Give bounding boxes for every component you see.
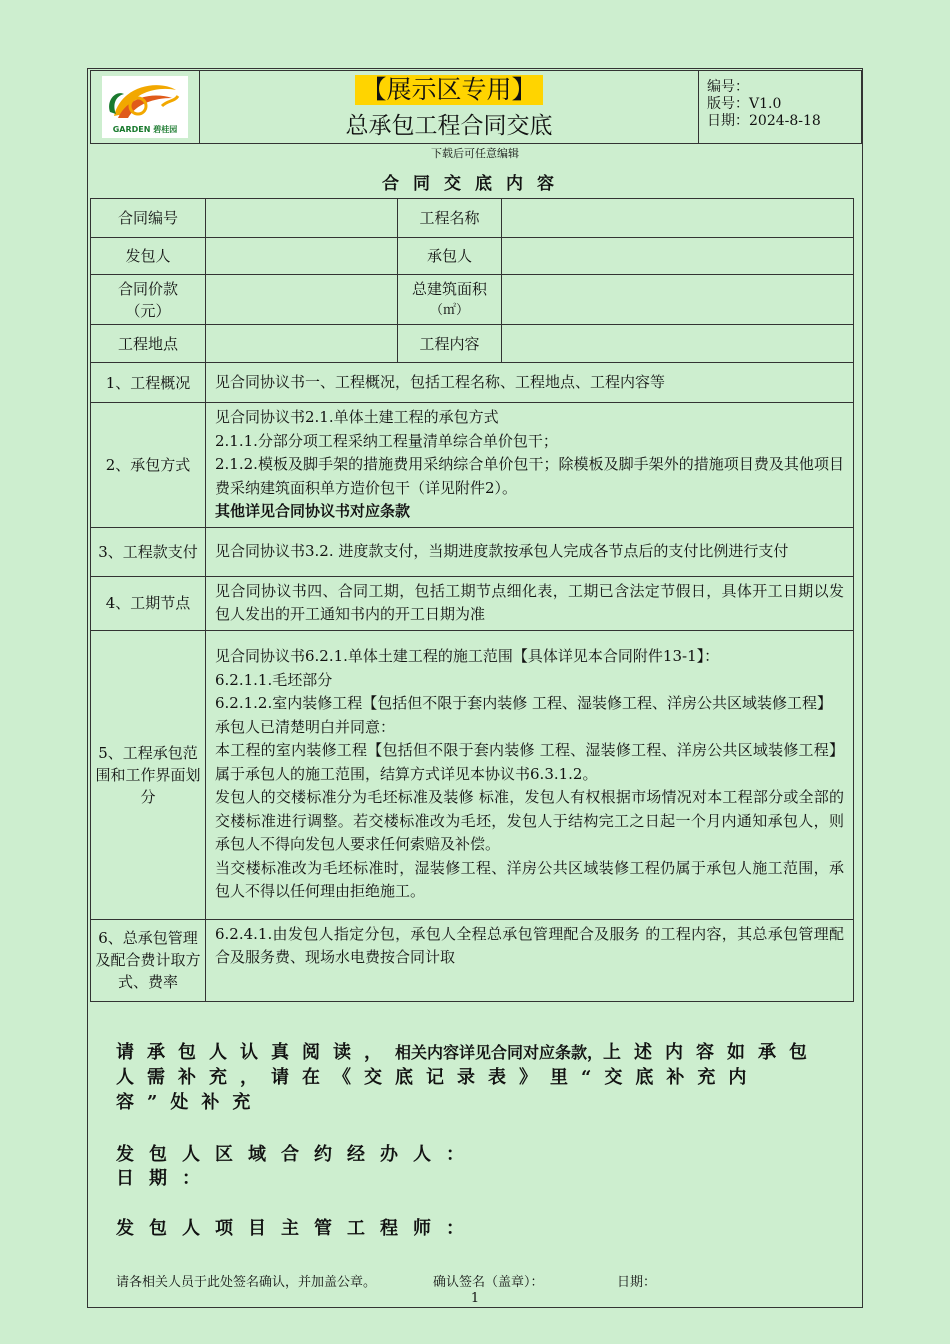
contractor-label: 承包人 (398, 238, 502, 275)
location-label: 工程地点 (91, 325, 206, 363)
contract-no-label: 合同编号 (91, 199, 206, 238)
row-2-line: 见合同协议书2.1.单体土建工程的承包方式 (215, 408, 499, 426)
meta-cell (699, 71, 861, 143)
row-2-content (206, 403, 854, 528)
project-name-label: 工程名称 (398, 199, 502, 238)
contract-price-field[interactable] (206, 275, 398, 325)
row-2-label: 2、承包方式 (91, 403, 206, 528)
title-cell (200, 71, 699, 143)
document-header (90, 70, 862, 144)
footer-note: 请各相关人员于此处签名确认，并加盖公章。 (116, 1275, 377, 1290)
company-logo (102, 76, 188, 138)
table-row (91, 199, 854, 238)
row-3-text: 见合同协议书3.2. 进度款支付，当期进度款按承包人完成各节点后的支付比例进行支付 (206, 527, 854, 576)
logo-cell (91, 71, 200, 143)
version-label: 版号：V1.0 (707, 96, 782, 112)
showcase-badge: 【展示区专用】 (355, 75, 542, 105)
total-area-field[interactable] (502, 275, 854, 325)
table-row (91, 576, 854, 630)
contract-no-field[interactable] (206, 199, 398, 238)
row-5-content (206, 630, 854, 919)
contract-table (90, 198, 854, 1002)
row-5-line: 发包人的交楼标准分为毛坯标准及装修 标准，发包人有权根据市场情况对本工程部分或全部的交楼标准进行调整。若交楼标准改为毛坯，发包人于结构完工之日起一个月内通知承包人，则承包人不得向发包人要求任何索赔及补偿。 (215, 788, 844, 854)
employer-field[interactable] (206, 238, 398, 275)
section-title: 合同交底内容 (382, 174, 568, 194)
code-label: 编号： (707, 79, 749, 95)
row-5-line: 见合同协议书6.2.1.单体土建工程的施工范围【具体详见本合同附件13-1】： (215, 647, 720, 666)
table-row (91, 238, 854, 275)
content-field[interactable] (502, 325, 854, 363)
contract-price-label (91, 275, 206, 325)
row-2-line: 其他详见合同协议书对应条款 (215, 502, 411, 520)
location-field[interactable] (206, 325, 398, 363)
area-label-1: 总建筑面积 (411, 279, 487, 298)
agent-sign-label: 发包人区域合约经办人： (116, 1144, 479, 1165)
notice-part-2: 相关内容详见合同对应条款， (395, 1043, 604, 1062)
table-row (91, 403, 854, 528)
table-row (91, 363, 854, 403)
row-2-line: 2.1.1.分部分项工程采纳工程量清单综合单价包干； (215, 431, 558, 450)
notice-text (116, 1040, 826, 1115)
row-1-label: 1、工程概况 (91, 363, 206, 403)
area-label-2: （㎡） (429, 302, 469, 318)
notice-part-1: 请承包人认真阅读， (116, 1042, 395, 1063)
row-5-label: 5、工程承包范围和工作界面划分 (91, 630, 206, 919)
notice-part-3: 上述内容如承包人需补充，请在《交底记录表》里“交底补充内容”处补充 (116, 1042, 821, 1113)
footer-date-label: 日期： (617, 1275, 657, 1290)
row-4-text: 见合同协议书四、合同工期，包括工期节点细化表，工期已含法定节假日，具体开工日期以发包人发出的开工通知书内的开工日期为准 (206, 576, 854, 630)
logo-text: GARDEN 碧桂园 (112, 125, 178, 134)
document-title: 总承包工程合同交底 (345, 112, 553, 139)
engineer-sign-label: 发包人项目主管工程师： (116, 1218, 479, 1239)
row-5-line: 6.2.1.1.毛坯部分 (215, 670, 333, 689)
row-2-line: 2.1.2.模板及脚手架的措施费用采纳综合单价包干；除模板及脚手架外的措施项目费及其他项目费采纳建筑面积单方造价包干（详见附件2）。 (215, 455, 844, 497)
table-row (91, 630, 854, 919)
row-4-label: 4、工期节点 (91, 576, 206, 630)
project-name-field[interactable] (502, 199, 854, 238)
employer-label: 发包人 (91, 238, 206, 275)
row-5-line: 6.2.1.2.室内装修工程【包括但不限于套内装修 工程、湿装修工程、洋房公共区域装修工程】 (215, 694, 833, 713)
contractor-field[interactable] (502, 238, 854, 275)
price-label-2: （元） (125, 301, 171, 320)
row-3-label: 3、工程款支付 (91, 527, 206, 576)
row-6-label: 6、总承包管理及配合费计取方式、费率 (91, 919, 206, 1001)
table-row (91, 527, 854, 576)
price-label-1: 合同价款 (117, 279, 178, 298)
table-row (91, 275, 854, 325)
date-label: 日期：2024-8-18 (707, 113, 821, 129)
row-6-text: 6.2.4.1.由发包人指定分包，承包人全程总承包管理配合及服务 的工程内容，其总承包管理配合及服务费、现场水电费按合同计取 (206, 919, 854, 1001)
edit-note: 下载后可任意编辑 (431, 147, 519, 160)
total-area-label (398, 275, 502, 325)
row-1-text: 见合同协议书一、工程概况，包括工程名称、工程地点、工程内容等 (206, 363, 854, 403)
row-5-line: 本工程的室内装修工程【包括但不限于套内装修 工程、湿装修工程、洋房公共区域装修工程】属于承包人的施工范围，结算方式详见本协议书6.3.1.2。 (215, 741, 844, 783)
table-row (91, 325, 854, 363)
row-5-line: 当交楼标准改为毛坯标准时，湿装修工程、洋房公共区域装修工程仍属于承包人施工范围，承包人不得以任何理由拒绝施工。 (215, 858, 844, 901)
content-label: 工程内容 (398, 325, 502, 363)
page-number: 1 (470, 1291, 480, 1306)
sign-date-label: 日期： (116, 1168, 215, 1189)
row-5-line: 承包人已清楚明白并同意： (215, 717, 396, 736)
footer-sign-label: 确认签名（盖章）： (433, 1275, 544, 1290)
table-row (91, 919, 854, 1001)
